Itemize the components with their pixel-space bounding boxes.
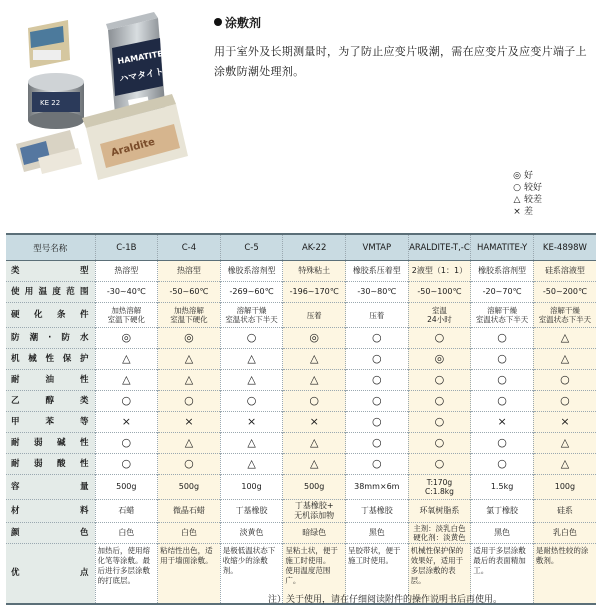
section-description: 用于室外及长期测量时，为了防止应变片吸潮，需在应变片及应变片端子上涂敷防潮处理剂。 (214, 45, 587, 78)
table-cell: -30~80℃ (346, 282, 409, 303)
table-cell: △ (533, 454, 596, 475)
table-cell: T:170g C:1.8kg (408, 475, 471, 500)
legend-label: 好 (524, 171, 534, 181)
header-column-4: VMTAP (346, 234, 409, 261)
table-cell: × (283, 412, 346, 433)
table-cell: 加热后，使用熔化笔等涂敷。最后进行多层涂敷的打底层。 (95, 544, 158, 604)
legend-label: 较好 (524, 183, 543, 193)
tin-label: KE 22 (40, 99, 61, 107)
table-cell: ○ (533, 391, 596, 412)
table-cell: 加热溶解 室温下硬化 (95, 303, 158, 328)
table-cell: ○ (95, 391, 158, 412)
table-cell: △ (533, 433, 596, 454)
section-heading (214, 14, 261, 31)
table-cell: -50~100℃ (408, 282, 471, 303)
legend-symbol: ◎ (513, 171, 521, 181)
table-cell: ○ (408, 370, 471, 391)
can-brand-label: HAMATITE (116, 49, 164, 66)
table-cell: ○ (408, 412, 471, 433)
table-cell: ○ (346, 349, 409, 370)
table-cell: ○ (158, 454, 221, 475)
header-column-7: KE-4898W (533, 234, 596, 261)
legend-row (510, 194, 542, 206)
header-model-name: 型号名称 (6, 234, 95, 261)
legend-row (510, 170, 542, 182)
table-cell: ○ (408, 454, 471, 475)
table-cell: 室温 24小时 (408, 303, 471, 328)
table-cell: △ (283, 370, 346, 391)
table-cell: △ (283, 349, 346, 370)
row-label: 甲苯等 (6, 412, 95, 433)
table-cell: -196~170℃ (283, 282, 346, 303)
table-cell: 100g (220, 475, 283, 500)
table-row (6, 523, 596, 544)
table-row (6, 475, 596, 500)
box-label: Araldite (109, 136, 157, 159)
table-cell: 硅系 (533, 500, 596, 523)
table-cell: ○ (346, 412, 409, 433)
table-cell: -269~60℃ (220, 282, 283, 303)
table-cell: 丁基橡胶+ 无机添加物 (283, 500, 346, 523)
table-cell: 粘结性出色，适用于墙面涂敷。 (158, 544, 221, 604)
table-cell: 500g (95, 475, 158, 500)
table-row (6, 412, 596, 433)
table-cell: △ (220, 433, 283, 454)
table-cell: 500g (283, 475, 346, 500)
table-cell: × (220, 412, 283, 433)
table-cell: × (95, 412, 158, 433)
table-cell: ○ (346, 370, 409, 391)
table-cell: 100g (533, 475, 596, 500)
table-cell: ○ (408, 328, 471, 349)
table-cell: ○ (158, 391, 221, 412)
table-cell: 特殊粘土 (283, 261, 346, 282)
table-cell: 石蜡 (95, 500, 158, 523)
round-tin (28, 73, 84, 129)
tube-packs (16, 130, 82, 174)
table-cell: ◎ (408, 349, 471, 370)
table-cell: 压着 (346, 303, 409, 328)
table-cell: △ (158, 433, 221, 454)
table-cell: 乳白色 (533, 523, 596, 544)
table-row (6, 349, 596, 370)
symbol-legend (510, 170, 542, 218)
header-column-2: C-5 (220, 234, 283, 261)
table-cell: △ (158, 349, 221, 370)
row-label: 容量 (6, 475, 95, 500)
table-cell: △ (95, 349, 158, 370)
table-cell: 是耐热性较的涂敷剂。 (533, 544, 596, 604)
table-cell: 白色 (95, 523, 158, 544)
table-cell: ○ (533, 370, 596, 391)
coating-comparison-table (6, 233, 596, 605)
table-cell: 氯丁橡胶 (471, 500, 534, 523)
table-cell: 环氧树脂系 (408, 500, 471, 523)
table-cell: 丁基橡胶 (346, 500, 409, 523)
legend-label: 较差 (524, 195, 543, 205)
table-cell: △ (283, 433, 346, 454)
table-cell: 硅系溶液型 (533, 261, 596, 282)
table-cell: ◎ (158, 328, 221, 349)
table-cell: 黑色 (471, 523, 534, 544)
product-photo (8, 8, 196, 190)
table-cell: 呈粘土状，便于施工时使用。 使用温度范围广。 (283, 544, 346, 604)
table-cell: 橡胶系溶剂型 (471, 261, 534, 282)
table-cell: 丁基橡胶 (220, 500, 283, 523)
table-cell: 黑色 (346, 523, 409, 544)
table-cell: 38mm×6m (346, 475, 409, 500)
header-column-1: C-4 (158, 234, 221, 261)
legend-label: 差 (524, 207, 534, 217)
row-label: 乙醇类 (6, 391, 95, 412)
table-cell: 是极低温状态下收缩少的涂敷剂。 (220, 544, 283, 604)
table-cell: ○ (95, 433, 158, 454)
table-cell: ○ (220, 328, 283, 349)
table-cell: -50~60℃ (158, 282, 221, 303)
table-cell: × (533, 412, 596, 433)
table-cell: 加热溶解 室温下硬化 (158, 303, 221, 328)
table-cell: 微晶石蜡 (158, 500, 221, 523)
row-label: 耐弱酸性 (6, 454, 95, 475)
header-column-0: C-1B (95, 234, 158, 261)
table-cell: ○ (283, 391, 346, 412)
table-cell: 淡黄色 (220, 523, 283, 544)
table-cell: ◎ (95, 328, 158, 349)
header-column-5: ARALDITE-T,-C (408, 234, 471, 261)
table-cell: ○ (471, 328, 534, 349)
araldite-box (82, 94, 188, 180)
legend-symbol: ○ (513, 183, 521, 193)
table-cell: △ (220, 370, 283, 391)
table-cell: ○ (408, 433, 471, 454)
table-body (6, 261, 596, 604)
table-cell: ○ (408, 391, 471, 412)
table-cell: 2液型（1：1） (408, 261, 471, 282)
table-cell: 热溶型 (158, 261, 221, 282)
table-cell: 适用于多层涂敷最后的表面精加工。 (471, 544, 534, 604)
table-cell: △ (533, 349, 596, 370)
table-cell: 溶解干燥 室温状态下半天 (220, 303, 283, 328)
table-row (6, 370, 596, 391)
row-label: 类型 (6, 261, 95, 282)
table-cell: △ (283, 454, 346, 475)
header-column-6: HAMATITE-Y (471, 234, 534, 261)
table-row (6, 391, 596, 412)
table-cell: ◎ (283, 328, 346, 349)
table-cell: 机械性保护保的效果好，适用于多层涂敷的表层。 (408, 544, 471, 604)
table-cell: ○ (346, 454, 409, 475)
small-box-back (28, 20, 70, 68)
row-label: 防潮·防水 (6, 328, 95, 349)
table-cell: ○ (346, 328, 409, 349)
table-cell: ○ (471, 370, 534, 391)
table-cell: △ (220, 349, 283, 370)
row-label: 硬化条件 (6, 303, 95, 328)
table-cell: 暗绿色 (283, 523, 346, 544)
table-cell: △ (95, 370, 158, 391)
table-cell: ○ (346, 391, 409, 412)
table-row (6, 433, 596, 454)
table-cell: ○ (220, 391, 283, 412)
table-cell: △ (158, 370, 221, 391)
row-label: 耐弱碱性 (6, 433, 95, 454)
table-row (6, 454, 596, 475)
table-cell: 主剂：淡乳白色 硬化剂：淡黄色 (408, 523, 471, 544)
row-label: 优点 (6, 544, 95, 604)
table-cell: × (158, 412, 221, 433)
header-column-3: AK-22 (283, 234, 346, 261)
table-cell: × (471, 412, 534, 433)
table-cell: -20~70℃ (471, 282, 534, 303)
table-cell: -30~40℃ (95, 282, 158, 303)
table-row (6, 500, 596, 523)
table-cell: △ (220, 454, 283, 475)
section-title: 涂敷剂 (225, 16, 262, 30)
table-row (6, 261, 596, 282)
table-cell: 白色 (158, 523, 221, 544)
footnote: 注）关于使用，请在仔细阅读附件的操作说明书后再使用。 (268, 595, 503, 605)
legend-symbol: △ (513, 195, 521, 205)
table-row (6, 303, 596, 328)
table-cell: ○ (471, 454, 534, 475)
row-label: 材料 (6, 500, 95, 523)
table-cell: 橡胶系溶剂型 (220, 261, 283, 282)
legend-row (510, 182, 542, 194)
table-row (6, 282, 596, 303)
table-cell: 500g (158, 475, 221, 500)
row-label: 颜色 (6, 523, 95, 544)
table-cell: 呈胶带状，便于施工时使用。 (346, 544, 409, 604)
row-label: 使用温度范围 (6, 282, 95, 303)
table-cell: ○ (471, 433, 534, 454)
table-cell: 溶解干燥 室温状态下半天 (533, 303, 596, 328)
table-cell: ○ (471, 391, 534, 412)
row-label: 耐油性 (6, 370, 95, 391)
table-cell: △ (533, 328, 596, 349)
table-header-row (6, 234, 596, 261)
legend-row (510, 206, 542, 218)
table-cell: ○ (471, 349, 534, 370)
row-label: 机械性保护 (6, 349, 95, 370)
table-cell: 橡胶系压着型 (346, 261, 409, 282)
table-cell: -50~200℃ (533, 282, 596, 303)
table-cell: 热溶型 (95, 261, 158, 282)
table-cell: 压着 (283, 303, 346, 328)
legend-symbol: × (513, 207, 521, 217)
bullet-icon (214, 18, 222, 26)
table-cell: ○ (95, 454, 158, 475)
table-cell: 溶解干燥 室温状态下半天 (471, 303, 534, 328)
can-title-label: ハマタイト (118, 67, 165, 85)
table-cell: ○ (346, 433, 409, 454)
table-row (6, 328, 596, 349)
table-cell: 1.5kg (471, 475, 534, 500)
